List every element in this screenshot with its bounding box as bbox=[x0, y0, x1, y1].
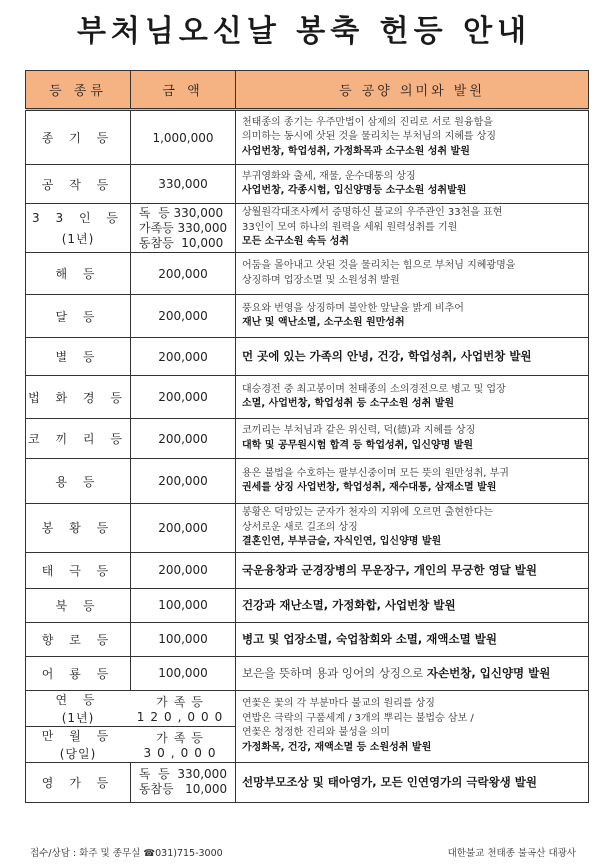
lantern-type bbox=[26, 419, 131, 459]
description-text bbox=[236, 204, 588, 252]
lantern-type-label: 법 화 경 등 bbox=[28, 390, 128, 405]
wish-text: 권세를 상징 사업번창, 학업성취, 재수대통, 삼재소멸 발원 bbox=[242, 482, 497, 493]
lantern-amount bbox=[131, 552, 236, 588]
lantern-type-label: 해 등 bbox=[55, 267, 101, 281]
lantern-amount bbox=[131, 253, 236, 295]
amount-value: 100,000 bbox=[158, 666, 208, 680]
lantern-amount bbox=[131, 588, 236, 622]
lantern-type bbox=[26, 110, 131, 165]
wish-text: 국운융창과 군경장병의 무운장구, 개인의 무궁한 영달 발원 bbox=[242, 562, 538, 577]
lotus-subrow bbox=[26, 691, 235, 727]
lotus-subtable bbox=[26, 691, 235, 762]
wish-text: 선망부모조상 및 태아영가, 모든 인연영가의 극락왕생 발원 bbox=[242, 774, 538, 789]
amount-value: 200,000 bbox=[158, 563, 208, 577]
lantern-type-label: 어 룡 등 bbox=[41, 666, 115, 681]
table-row bbox=[26, 762, 589, 802]
footer-organization: 대한불교 천태종 불곡산 대광사 bbox=[447, 848, 576, 859]
wish-text: 대학 및 공무원시험 합격 등 학업성취, 입신양명 발원 bbox=[242, 439, 474, 451]
description-text bbox=[236, 664, 588, 683]
table-row bbox=[26, 419, 589, 459]
table-body bbox=[26, 110, 589, 803]
meaning-text: 상월원각대조사께서 증명하신 불교의 우주관인 33천을 표현 bbox=[242, 207, 503, 219]
lantern-amount bbox=[131, 622, 236, 656]
footer-contact: 접수/상담 : 화주 및 종무실 ☎031)715-3000 bbox=[30, 848, 223, 859]
amount-list bbox=[139, 767, 227, 797]
lantern-type-label: 만 월 등 bbox=[41, 728, 115, 743]
meaning-text: 연꽃은 꽃의 각 부분마다 불교의 원리를 상징 bbox=[242, 698, 435, 709]
table-row bbox=[26, 622, 589, 656]
lantern-type-label: 종 기 등 bbox=[41, 131, 115, 145]
lantern-meaning bbox=[236, 504, 589, 553]
lantern-meaning bbox=[236, 762, 589, 802]
meaning-text: 연밥은 극락의 구품세계 / 3개의 뿌리는 불법승 삼보 / bbox=[242, 712, 474, 724]
lantern-type-group bbox=[26, 690, 236, 762]
table-row bbox=[26, 165, 589, 204]
wish-text: 소멸, 사업번창, 학업성취 등 소구소원 성취 발원 bbox=[242, 398, 455, 409]
wish-text: 건강과 재난소멸, 가정화합, 사업번창 발원 bbox=[242, 597, 456, 612]
meaning-text: 보은을 뜻하며 용과 잉어의 상징으로 bbox=[242, 665, 427, 680]
header-type: 등 종류 bbox=[26, 71, 131, 110]
description-text bbox=[236, 630, 588, 649]
lantern-period: (1년) bbox=[61, 232, 95, 246]
description-text bbox=[236, 422, 588, 455]
meaning-text: 부귀영화와 출세, 재물, 운수대통의 상징 bbox=[242, 170, 416, 182]
lantern-type-label: 달 등 bbox=[55, 309, 101, 324]
amount-line: 독 등 330,000 bbox=[138, 205, 224, 220]
lantern-type bbox=[26, 504, 131, 553]
lantern-amount bbox=[131, 376, 236, 419]
header-amount: 금 액 bbox=[131, 71, 236, 110]
lantern-meaning bbox=[236, 295, 589, 338]
lantern-meaning bbox=[236, 459, 589, 504]
meaning-text: 봉황은 덕망있는 군자가 천자의 지위에 오르면 출현한다는 bbox=[242, 507, 493, 518]
lantern-meaning bbox=[236, 622, 589, 656]
wish-text: 가정화목, 건강, 재액소멸 등 소원성취 발원 bbox=[242, 741, 432, 753]
lantern-type bbox=[26, 588, 131, 622]
lantern-type bbox=[26, 204, 131, 253]
table-row bbox=[26, 459, 589, 504]
lantern-type bbox=[26, 459, 131, 504]
description-text bbox=[236, 114, 588, 162]
wish-text: 재난 및 액난소멸, 소구소원 원만성취 bbox=[242, 317, 405, 328]
lantern-amount bbox=[131, 504, 236, 553]
lantern-amount bbox=[131, 762, 236, 802]
meaning-text: 어둠을 몰아내고 삿된 것을 물리치는 힘으로 부처님 지혜광명을 bbox=[242, 260, 516, 271]
lantern-amount bbox=[131, 204, 236, 253]
meaning-text: 33인이 모여 하나의 원력을 세워 원력성취를 기원 bbox=[242, 221, 458, 233]
wish-text: 모든 소구소원 속득 성취 bbox=[242, 236, 350, 248]
meaning-text: 용은 불법을 수호하는 팔부신중이며 모든 뜻의 원만성취, 부귀 bbox=[242, 467, 509, 479]
description-text bbox=[236, 504, 588, 552]
amount-value: 가족등 120,000 bbox=[136, 694, 229, 724]
lantern-type bbox=[26, 762, 131, 802]
table-row bbox=[26, 376, 589, 419]
lantern-meaning bbox=[236, 165, 589, 204]
amount-value: 1,000,000 bbox=[152, 130, 214, 145]
meaning-text: 풍요와 번영을 상징하며 불안한 앞날을 밝게 비추어 bbox=[242, 302, 464, 314]
lantern-type bbox=[26, 295, 131, 338]
description-text bbox=[236, 561, 588, 580]
table-row bbox=[26, 690, 589, 762]
description-text bbox=[236, 257, 588, 290]
table-row bbox=[26, 253, 589, 295]
meaning-text: 의미하는 동시에 삿된 것을 물리치는 부처님의 지혜를 상징 bbox=[242, 131, 497, 143]
amount-value: 100,000 bbox=[158, 598, 208, 612]
lantern-type-label: 연 등 bbox=[55, 692, 101, 707]
lantern-type bbox=[26, 656, 131, 690]
meaning-text: 상서로운 새로 길조의 상징 bbox=[242, 521, 358, 533]
lantern-amount bbox=[130, 691, 235, 727]
lantern-type bbox=[26, 165, 131, 204]
table-row bbox=[26, 295, 589, 338]
table-row bbox=[26, 338, 589, 376]
description-text bbox=[236, 695, 588, 757]
lantern-meaning bbox=[236, 419, 589, 459]
lantern-amount bbox=[131, 165, 236, 204]
amount-value: 200,000 bbox=[158, 474, 208, 488]
lantern-meaning bbox=[236, 338, 589, 376]
lantern-table bbox=[25, 70, 589, 803]
table-row bbox=[26, 588, 589, 622]
amount-line: 동참등 10,000 bbox=[138, 235, 224, 250]
lantern-amount bbox=[131, 459, 236, 504]
lantern-type-label: 별 등 bbox=[55, 350, 101, 364]
meaning-text: 천태종의 종기는 우주만법이 삼제의 진리로 서로 원융함을 bbox=[242, 116, 493, 128]
amount-line: 독 등 330,000 bbox=[138, 767, 227, 781]
lantern-type-label: 영 가 등 bbox=[41, 775, 115, 790]
table-row bbox=[26, 110, 589, 165]
lantern-type bbox=[26, 622, 131, 656]
amount-value: 200,000 bbox=[158, 520, 208, 535]
lantern-type bbox=[26, 253, 131, 295]
lantern-type-label: 북 등 bbox=[55, 598, 101, 613]
lantern-type-label: 3 3 인 등 bbox=[32, 211, 124, 225]
wish-text: 병고 및 업장소멸, 숙업참회와 소멸, 재액소멸 발원 bbox=[242, 631, 497, 646]
description-text bbox=[236, 347, 588, 366]
amount-value: 200,000 bbox=[158, 431, 208, 446]
amount-value: 100,000 bbox=[158, 632, 208, 646]
page-title: 부처님오신날 봉축 헌등 안내 bbox=[76, 14, 532, 49]
meaning-text: 대승경전 중 최고봉이며 천태종의 소의경전으로 병고 및 업장 bbox=[242, 383, 506, 395]
description-text bbox=[236, 596, 588, 615]
lantern-type-label: 태 극 등 bbox=[41, 563, 115, 578]
table-row bbox=[26, 552, 589, 588]
amount-list bbox=[139, 206, 227, 251]
wish-text: 사업번창, 학업성취, 가정화목과 소구소원 성취 발원 bbox=[242, 145, 470, 157]
lantern-meaning bbox=[236, 588, 589, 622]
lantern-type bbox=[26, 691, 130, 727]
meaning-text: 연꽃은 청정한 진리와 불성을 의미 bbox=[242, 727, 390, 738]
header-meaning: 등 공양 의미와 발원 bbox=[236, 71, 589, 110]
meaning-text: 상징하며 업장소멸 및 소원성취 발원 bbox=[242, 274, 400, 286]
lantern-meaning bbox=[236, 110, 589, 165]
wish-text: 자손번창, 입신양명 발원 bbox=[426, 665, 551, 680]
amount-value: 200,000 bbox=[158, 266, 208, 281]
table-row bbox=[26, 204, 589, 253]
meaning-text: 코끼리는 부처님과 같은 위신력, 덕(德)과 지혜를 상징 bbox=[242, 425, 476, 436]
amount-value: 가족등 30,000 bbox=[143, 730, 222, 760]
lantern-period: (당일) bbox=[59, 746, 97, 761]
amount-line: 동참등 10,000 bbox=[138, 782, 228, 796]
lantern-type-label: 공 작 등 bbox=[41, 177, 115, 192]
lantern-meaning bbox=[236, 376, 589, 419]
lantern-type bbox=[26, 726, 130, 762]
lantern-amount bbox=[131, 338, 236, 376]
lantern-meaning bbox=[236, 552, 589, 588]
lantern-meaning bbox=[236, 656, 589, 690]
lantern-amount bbox=[130, 726, 235, 762]
lantern-meaning bbox=[236, 690, 589, 762]
table-row bbox=[26, 504, 589, 553]
lantern-type-label: 봉 황 등 bbox=[41, 521, 115, 536]
description-text bbox=[236, 773, 588, 792]
lantern-amount bbox=[131, 419, 236, 459]
wish-text: 사업번창, 각종시험, 입신양명등 소구소원 성취발원 bbox=[242, 185, 467, 196]
lantern-amount bbox=[131, 295, 236, 338]
description-text bbox=[236, 300, 588, 333]
lantern-meaning bbox=[236, 253, 589, 295]
description-text bbox=[236, 381, 588, 414]
lantern-type bbox=[26, 376, 131, 419]
description-text bbox=[236, 168, 588, 201]
lantern-type-label: 향 로 등 bbox=[41, 632, 115, 647]
lantern-amount bbox=[131, 656, 236, 690]
amount-value: 330,000 bbox=[158, 177, 208, 191]
amount-value: 200,000 bbox=[158, 309, 208, 323]
lantern-period: (1년) bbox=[61, 710, 95, 725]
lantern-type-label: 용 등 bbox=[55, 474, 101, 489]
lotus-subrow bbox=[26, 726, 235, 762]
wish-text: 결혼인연, 부부금슬, 자식인연, 입신양명 발원 bbox=[242, 536, 442, 547]
table-row bbox=[26, 656, 589, 690]
amount-line: 가족등 330,000 bbox=[138, 220, 228, 235]
lantern-type-label: 코 끼 리 등 bbox=[28, 432, 128, 446]
lantern-amount bbox=[131, 110, 236, 165]
lantern-meaning bbox=[236, 204, 589, 253]
table-header-row bbox=[26, 71, 589, 110]
amount-value: 200,000 bbox=[158, 390, 208, 404]
description-text bbox=[236, 465, 588, 498]
lantern-type bbox=[26, 552, 131, 588]
amount-value: 200,000 bbox=[158, 349, 208, 364]
lantern-type bbox=[26, 338, 131, 376]
wish-text: 먼 곳에 있는 가족의 안녕, 건강, 학업성취, 사업번창 발원 bbox=[242, 349, 532, 364]
